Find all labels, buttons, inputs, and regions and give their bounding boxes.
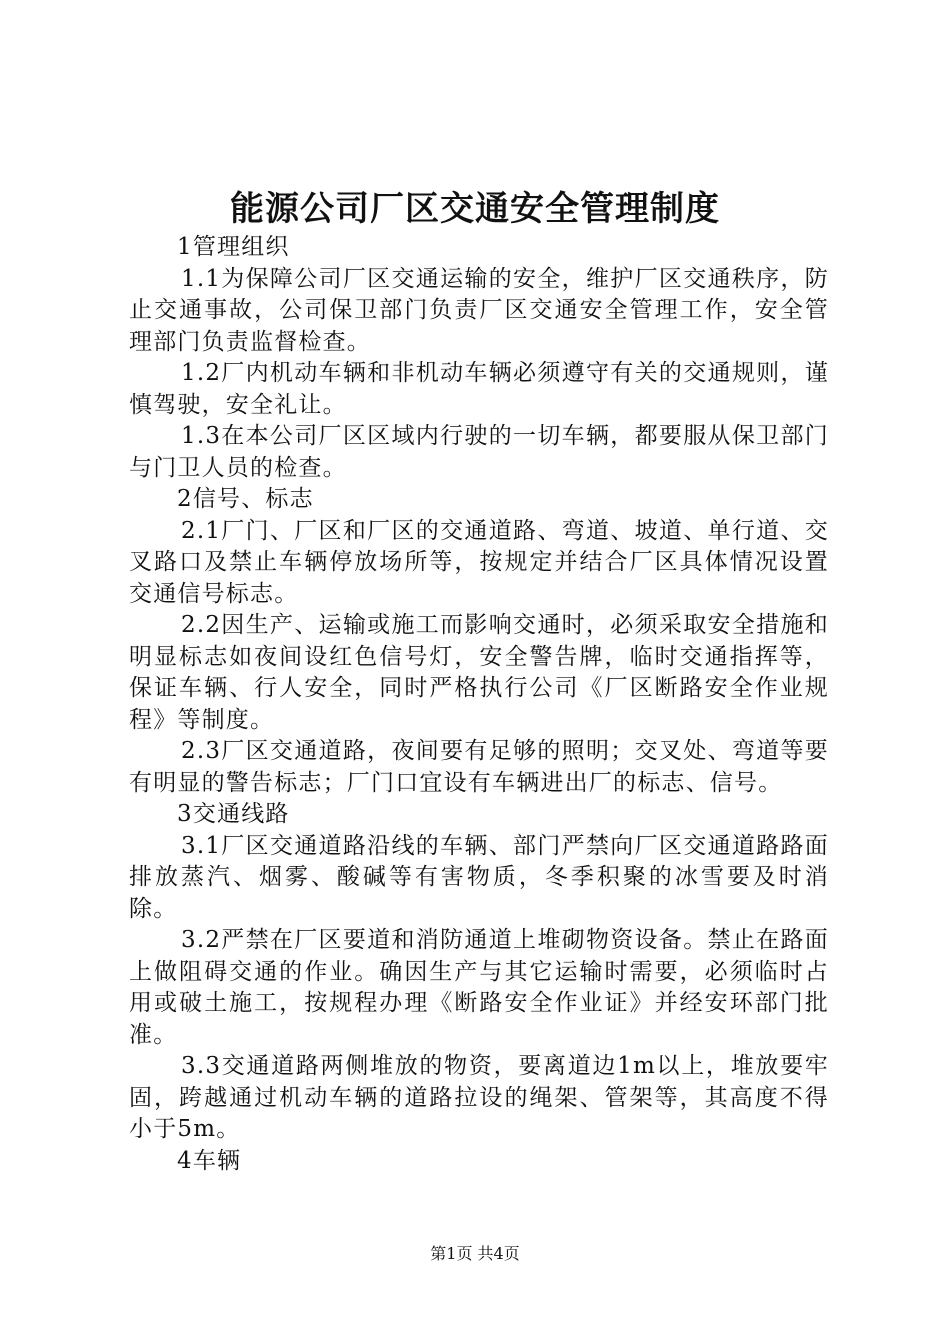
paragraph-3-1: 3.1厂区交通道路沿线的车辆、部门严禁向厂区交通道路路面排放蒸汽、烟雾、酸碱等有害物质，冬季积聚的冰雪要及时消除。: [129, 832, 829, 922]
section-heading-1: 1管理组织: [177, 234, 290, 260]
paragraph-2-1: 2.1厂门、厂区和厂区的交通道路、弯道、坡道、单行道、交叉路口及禁止车辆停放场所等，按规定并结合厂区具体情况设置交通信号标志。: [129, 517, 829, 607]
paragraph-3-2: 3.2严禁在厂区要道和消防通道上堆砌物资设备。禁止在路面上做阻碍交通的作业。确因生产与其它运输时需要，必须临时占用或破土施工，按规程办理《断路安全作业证》并经安环部门批准。: [129, 927, 829, 1048]
paragraph-2-2: 2.2因生产、运输或施工而影响交通时，必须采取安全措施和明显标志如夜间设红色信号灯，安全警告牌，临时交通指挥等，保证车辆、行人安全，同时严格执行公司《厂区断路安全作业规程》等制度。: [129, 612, 829, 733]
paragraph-2-3: 2.3厂区交通道路，夜间要有足够的照明；交叉处、弯道等要有明显的警告标志；厂门口宜设有车辆进出厂的标志、信号。: [129, 738, 829, 796]
paragraph-3-3: 3.3交通道路两侧堆放的物资，要离道边1m以上，堆放要牢固，跨越通过机动车辆的道路拉设的绳架、管架等，其高度不得小于5m。: [129, 1053, 829, 1142]
document-body: [129, 232, 829, 1177]
document-title: 能源公司厂区交通安全管理制度: [230, 189, 720, 229]
section-heading-3: 3交通线路: [177, 801, 290, 827]
paragraph-1-3: 1.3在本公司厂区区域内行驶的一切车辆，都要服从保卫部门与门卫人员的检查。: [129, 423, 829, 481]
section-heading-4: 4车辆: [177, 1147, 242, 1174]
paragraph-1-2: 1.2厂内机动车辆和非机动车辆必须遵守有关的交通规则，谨慎驾驶，安全礼让。: [129, 360, 829, 418]
section-heading-2: 2信号、标志: [177, 486, 314, 512]
paragraph-1-1: 1.1为保障公司厂区交通运输的安全，维护厂区交通秩序，防止交通事故，公司保卫部门负责厂区交通安全管理工作，安全管理部门负责监督检查。: [129, 265, 829, 355]
page-number-footer: 第1页 共4页: [430, 1244, 520, 1263]
